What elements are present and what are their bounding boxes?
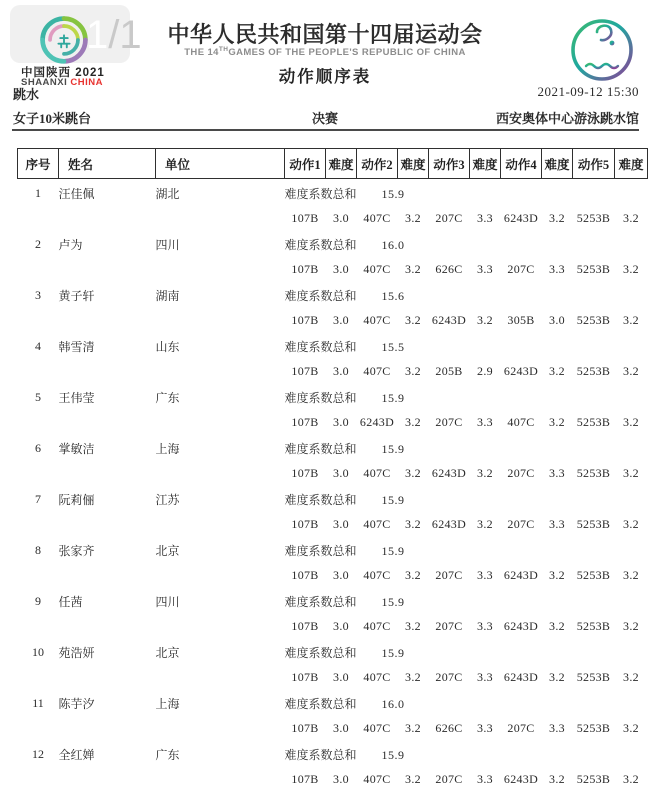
athlete-dives-row [18, 767, 648, 790]
difficulty-sum-cell [285, 434, 648, 461]
rank-number: 9 [35, 594, 41, 608]
difficulty-sum-cell [285, 689, 648, 716]
rank-number: 4 [35, 339, 41, 353]
empty-cell [59, 767, 156, 790]
dive3-code: 207C [435, 771, 463, 786]
col-header-dd3: 难度 [470, 149, 501, 179]
dive2-difficulty: 3.2 [405, 210, 421, 225]
dive4-code: 207C [507, 261, 535, 276]
dive2-code: 407C [363, 567, 391, 582]
page-title-en [120, 46, 530, 58]
region-en-red: CHINA [70, 77, 103, 88]
difficulty-sum-cell [285, 230, 648, 257]
team-name: 北京 [155, 544, 180, 558]
dive1-difficulty: 3.0 [333, 720, 349, 735]
dive5-code: 5253B [576, 312, 611, 327]
dive1-difficulty: 3.0 [333, 312, 349, 327]
dive3-code: 207C [435, 210, 463, 225]
difficulty-sum-value: 15.9 [381, 748, 405, 762]
team-name: 四川 [155, 595, 180, 609]
dive4-code: 6243D [503, 363, 539, 378]
athlete-dives-row [18, 308, 648, 332]
dive2-code: 407C [363, 669, 391, 684]
difficulty-sum-label: 难度系数总和 [284, 595, 357, 609]
dive5-code: 5253B [576, 567, 611, 582]
dive4-difficulty: 3.2 [549, 771, 565, 786]
rank-number: 7 [35, 492, 41, 506]
col-header-dd5: 难度 [615, 149, 648, 179]
rank-number: 2 [35, 237, 41, 251]
athlete-dives-row [18, 512, 648, 536]
col-header-dive1: 动作1 [285, 149, 326, 179]
empty-cell [59, 359, 156, 383]
empty-cell [18, 563, 59, 587]
dive2-code: 6243D [359, 414, 395, 429]
dive5-code: 5253B [576, 261, 611, 276]
dive2-difficulty: 3.2 [405, 669, 421, 684]
athlete-name: 黄子轩 [58, 289, 95, 303]
athlete-name: 任茜 [58, 595, 83, 609]
empty-cell [156, 308, 285, 332]
athlete-dives-row [18, 410, 648, 434]
event-label: 女子10米跳台 [13, 111, 92, 126]
athlete-summary-row [18, 740, 648, 767]
athlete-summary-row [18, 689, 648, 716]
athlete-name: 苑浩妍 [58, 646, 95, 660]
dive3-difficulty: 3.3 [477, 720, 493, 735]
dive5-code: 5253B [576, 771, 611, 786]
dive1-code: 107B [291, 465, 319, 480]
dive4-difficulty: 3.2 [549, 414, 565, 429]
dive1-code: 107B [291, 618, 319, 633]
athlete-dives-row [18, 359, 648, 383]
rank-number: 6 [35, 441, 41, 455]
team-name: 广东 [155, 391, 180, 405]
dive2-difficulty: 3.2 [405, 720, 421, 735]
rank-number: 1 [35, 186, 41, 200]
difficulty-sum-value: 15.9 [381, 442, 405, 456]
dive2-code: 407C [363, 312, 391, 327]
athlete-dives-row [18, 716, 648, 740]
col-header-dive4: 动作4 [501, 149, 542, 179]
dive2-code: 407C [363, 261, 391, 276]
athlete-name: 汪佳佩 [58, 187, 95, 201]
athlete-name: 韩雪清 [58, 340, 95, 354]
dive3-difficulty: 3.2 [477, 312, 493, 327]
dive4-difficulty: 3.3 [549, 465, 565, 480]
dive5-difficulty: 3.2 [623, 669, 639, 684]
watermark-rest: /1 [108, 13, 142, 57]
dive2-difficulty: 3.2 [405, 618, 421, 633]
dive5-difficulty: 3.2 [623, 210, 639, 225]
dive3-difficulty: 3.2 [477, 465, 493, 480]
difficulty-sum-label: 难度系数总和 [284, 238, 357, 252]
athlete-summary-row [18, 434, 648, 461]
round-label: 决赛 [311, 111, 338, 126]
rank-number: 8 [35, 543, 41, 557]
athlete-name: 阮莉俪 [58, 493, 95, 507]
empty-cell [156, 512, 285, 536]
difficulty-sum-value: 15.9 [381, 493, 405, 507]
dive2-difficulty: 3.2 [405, 261, 421, 276]
dive3-difficulty: 3.3 [477, 210, 493, 225]
dive3-difficulty: 3.3 [477, 618, 493, 633]
dive1-code: 107B [291, 720, 319, 735]
athlete-summary-row [18, 485, 648, 512]
dive2-difficulty: 3.2 [405, 771, 421, 786]
dive3-code: 6243D [431, 465, 467, 480]
dive5-difficulty: 3.2 [623, 567, 639, 582]
empty-cell [156, 665, 285, 689]
header-divider [12, 129, 639, 131]
col-header-dd1: 难度 [326, 149, 357, 179]
difficulty-sum-value: 15.9 [381, 646, 405, 660]
rank-number: 11 [32, 696, 44, 710]
dive3-difficulty: 3.3 [477, 414, 493, 429]
dive3-difficulty: 2.9 [477, 363, 493, 378]
athlete-name: 陈芋汐 [58, 697, 95, 711]
dive1-code: 107B [291, 669, 319, 684]
dive2-code: 407C [363, 516, 391, 531]
athlete-name: 王伟莹 [58, 391, 95, 405]
team-name: 上海 [155, 442, 180, 456]
empty-cell [156, 614, 285, 638]
table-header-row [18, 149, 648, 179]
dive2-difficulty: 3.2 [405, 414, 421, 429]
difficulty-sum-value: 15.5 [381, 340, 405, 354]
dive4-code: 207C [507, 465, 535, 480]
empty-cell [18, 614, 59, 638]
dive1-code: 107B [291, 567, 319, 582]
athlete-dives-row [18, 461, 648, 485]
empty-cell [18, 512, 59, 536]
difficulty-sum-value: 15.9 [381, 187, 405, 201]
col-header-dive3: 动作3 [429, 149, 470, 179]
dive3-code: 207C [435, 618, 463, 633]
dive1-difficulty: 3.0 [333, 210, 349, 225]
dive5-code: 5253B [576, 720, 611, 735]
dive1-code: 107B [291, 312, 319, 327]
athlete-summary-row [18, 536, 648, 563]
dive5-code: 5253B [576, 465, 611, 480]
dive4-code: 305B [507, 312, 535, 327]
dive3-difficulty: 3.3 [477, 261, 493, 276]
dive1-code: 107B [291, 414, 319, 429]
dive1-difficulty: 3.0 [333, 618, 349, 633]
difficulty-sum-cell [285, 383, 648, 410]
col-header-name: 姓名 [59, 149, 156, 179]
empty-cell [156, 461, 285, 485]
dive2-code: 407C [363, 465, 391, 480]
empty-cell [18, 308, 59, 332]
dive2-difficulty: 3.2 [405, 465, 421, 480]
dive2-difficulty: 3.2 [405, 567, 421, 582]
athlete-name: 掌敏洁 [58, 442, 95, 456]
team-name: 广东 [155, 748, 180, 762]
dive4-difficulty: 3.0 [549, 312, 565, 327]
empty-cell [59, 563, 156, 587]
national-games-emblem-icon [36, 12, 92, 66]
empty-cell [18, 257, 59, 281]
dive4-code: 6243D [503, 567, 539, 582]
dive2-code: 407C [363, 771, 391, 786]
empty-cell [59, 308, 156, 332]
dive3-code: 207C [435, 567, 463, 582]
dive3-code: 6243D [431, 516, 467, 531]
empty-cell [18, 716, 59, 740]
team-name: 山东 [155, 340, 180, 354]
dive3-code: 207C [435, 414, 463, 429]
dive2-code: 407C [363, 210, 391, 225]
dive5-code: 5253B [576, 669, 611, 684]
difficulty-sum-cell [285, 485, 648, 512]
region-en: SHAANXI [21, 77, 71, 88]
difficulty-sum-cell [285, 179, 648, 207]
dive5-difficulty: 3.2 [623, 414, 639, 429]
dive1-code: 107B [291, 261, 319, 276]
empty-cell [18, 206, 59, 230]
difficulty-sum-label: 难度系数总和 [284, 493, 357, 507]
dive1-code: 107B [291, 210, 319, 225]
dive5-difficulty: 3.2 [623, 771, 639, 786]
dive4-difficulty: 3.2 [549, 210, 565, 225]
empty-cell [59, 257, 156, 281]
dive1-code: 107B [291, 771, 319, 786]
empty-cell [59, 716, 156, 740]
athlete-summary-row [18, 383, 648, 410]
sport-label: 跳水 [13, 87, 40, 102]
athlete-dives-row [18, 614, 648, 638]
empty-cell [156, 563, 285, 587]
dive1-difficulty: 3.0 [333, 465, 349, 480]
dive1-code: 107B [291, 363, 319, 378]
empty-cell [18, 767, 59, 790]
dive3-code: 205B [435, 363, 463, 378]
empty-cell [18, 461, 59, 485]
dive5-difficulty: 3.2 [623, 465, 639, 480]
difficulty-sum-label: 难度系数总和 [284, 544, 357, 558]
dive4-difficulty: 3.2 [549, 618, 565, 633]
difficulty-sum-value: 16.0 [381, 697, 405, 711]
col-header-dd2: 难度 [398, 149, 429, 179]
athlete-summary-row [18, 638, 648, 665]
difficulty-sum-label: 难度系数总和 [284, 289, 357, 303]
rank-number: 10 [32, 645, 44, 659]
table-body [18, 179, 648, 790]
empty-cell [156, 257, 285, 281]
dive5-difficulty: 3.2 [623, 720, 639, 735]
dive1-difficulty: 3.0 [333, 414, 349, 429]
difficulty-sum-cell [285, 536, 648, 563]
dive3-difficulty: 3.2 [477, 516, 493, 531]
empty-cell [156, 206, 285, 230]
difficulty-sum-cell [285, 332, 648, 359]
empty-cell [156, 716, 285, 740]
difficulty-sum-label: 难度系数总和 [284, 391, 357, 405]
team-name: 北京 [155, 646, 180, 660]
dive5-code: 5253B [576, 618, 611, 633]
col-header-dive2: 动作2 [357, 149, 398, 179]
athlete-summary-row [18, 230, 648, 257]
dive1-difficulty: 3.0 [333, 669, 349, 684]
difficulty-sum-label: 难度系数总和 [284, 646, 357, 660]
dive4-code: 6243D [503, 771, 539, 786]
difficulty-sum-label: 难度系数总和 [284, 442, 357, 456]
difficulty-sum-cell [285, 281, 648, 308]
dive2-code: 407C [363, 363, 391, 378]
dive3-code: 626C [435, 261, 463, 276]
dive3-difficulty: 3.3 [477, 669, 493, 684]
dive3-code: 207C [435, 669, 463, 684]
athlete-dives-row [18, 563, 648, 587]
dive1-difficulty: 3.0 [333, 771, 349, 786]
watermark-first: 1 [86, 13, 109, 57]
dive4-difficulty: 3.3 [549, 261, 565, 276]
rank-number: 5 [35, 390, 41, 404]
athlete-name: 卢为 [58, 238, 83, 252]
difficulty-sum-value: 15.9 [381, 391, 405, 405]
difficulty-sum-label: 难度系数总和 [284, 748, 357, 762]
title-en-post: GAMES OF THE PEOPLE'S REPUBLIC OF CHINA [228, 47, 466, 59]
dive2-code: 407C [363, 720, 391, 735]
team-name: 上海 [155, 697, 180, 711]
col-header-team: 单位 [156, 149, 285, 179]
dive3-difficulty: 3.3 [477, 567, 493, 582]
athlete-dives-row [18, 257, 648, 281]
dive4-difficulty: 3.2 [549, 669, 565, 684]
region-caption: 中国陕西 2021 [21, 67, 105, 79]
dive4-difficulty: 3.3 [549, 720, 565, 735]
dive1-difficulty: 3.0 [333, 516, 349, 531]
difficulty-sum-label: 难度系数总和 [284, 340, 357, 354]
empty-cell [156, 410, 285, 434]
difficulty-sum-value: 15.6 [381, 289, 405, 303]
col-header-dive5: 动作5 [573, 149, 615, 179]
athlete-summary-row [18, 179, 648, 207]
empty-cell [156, 359, 285, 383]
athlete-dives-row [18, 206, 648, 230]
action-order-table [17, 148, 648, 790]
team-name: 四川 [155, 238, 180, 252]
difficulty-sum-label: 难度系数总和 [284, 697, 357, 711]
dive4-difficulty: 3.2 [549, 567, 565, 582]
empty-cell [59, 614, 156, 638]
dive5-code: 5253B [576, 210, 611, 225]
dive4-code: 207C [507, 516, 535, 531]
dive1-difficulty: 3.0 [333, 363, 349, 378]
diving-pictogram-icon [568, 14, 636, 86]
dive4-code: 6243D [503, 618, 539, 633]
dive1-code: 107B [291, 516, 319, 531]
difficulty-sum-value: 15.9 [381, 595, 405, 609]
difficulty-sum-value: 16.0 [381, 238, 405, 252]
dive5-difficulty: 3.2 [623, 363, 639, 378]
athlete-name: 张家齐 [58, 544, 95, 558]
document-title: 动作顺序表 [278, 68, 372, 86]
venue-label: 西安奥体中心游泳跳水馆 [495, 111, 639, 126]
dive5-difficulty: 3.2 [623, 261, 639, 276]
dive2-difficulty: 3.2 [405, 312, 421, 327]
empty-cell [156, 767, 285, 790]
dive5-difficulty: 3.2 [623, 516, 639, 531]
difficulty-sum-cell [285, 740, 648, 767]
rank-number: 12 [32, 747, 44, 761]
dive1-difficulty: 3.0 [333, 261, 349, 276]
event-datetime: 2021-09-12 15:30 [537, 84, 639, 99]
games-logo-box [10, 5, 142, 63]
dive4-code: 6243D [503, 210, 539, 225]
empty-cell [18, 665, 59, 689]
empty-cell [18, 359, 59, 383]
dive5-difficulty: 3.2 [623, 618, 639, 633]
team-name: 江苏 [155, 493, 180, 507]
empty-cell [59, 665, 156, 689]
empty-cell [59, 461, 156, 485]
athlete-summary-row [18, 587, 648, 614]
difficulty-sum-value: 15.9 [381, 544, 405, 558]
dive4-code: 407C [507, 414, 535, 429]
empty-cell [59, 410, 156, 434]
empty-cell [59, 206, 156, 230]
dive2-difficulty: 3.2 [405, 363, 421, 378]
title-en-sup: TH [218, 46, 229, 53]
dive4-code: 6243D [503, 669, 539, 684]
dive4-code: 207C [507, 720, 535, 735]
athlete-summary-row [18, 332, 648, 359]
col-header-no: 序号 [18, 149, 59, 179]
rank-number: 3 [35, 288, 41, 302]
dive4-difficulty: 3.3 [549, 516, 565, 531]
col-header-dd4: 难度 [542, 149, 573, 179]
dive1-difficulty: 3.0 [333, 567, 349, 582]
difficulty-sum-cell [285, 638, 648, 665]
team-name: 湖北 [155, 187, 180, 201]
athlete-name: 全红婵 [58, 748, 95, 762]
athlete-summary-row [18, 281, 648, 308]
empty-cell [18, 410, 59, 434]
dive3-code: 626C [435, 720, 463, 735]
dive5-code: 5253B [576, 414, 611, 429]
title-en-pre: THE 14 [184, 47, 219, 59]
difficulty-sum-label: 难度系数总和 [284, 187, 357, 201]
page-title: 中华人民共和国第十四届运动会 [167, 22, 483, 47]
team-name: 湖南 [155, 289, 180, 303]
dive5-code: 5253B [576, 363, 611, 378]
dive4-difficulty: 3.2 [549, 363, 565, 378]
difficulty-sum-cell [285, 587, 648, 614]
dive3-difficulty: 3.3 [477, 771, 493, 786]
dive5-difficulty: 3.2 [623, 312, 639, 327]
dive2-difficulty: 3.2 [405, 516, 421, 531]
dive2-code: 407C [363, 618, 391, 633]
dive3-code: 6243D [431, 312, 467, 327]
dive5-code: 5253B [576, 516, 611, 531]
athlete-dives-row [18, 665, 648, 689]
empty-cell [59, 512, 156, 536]
